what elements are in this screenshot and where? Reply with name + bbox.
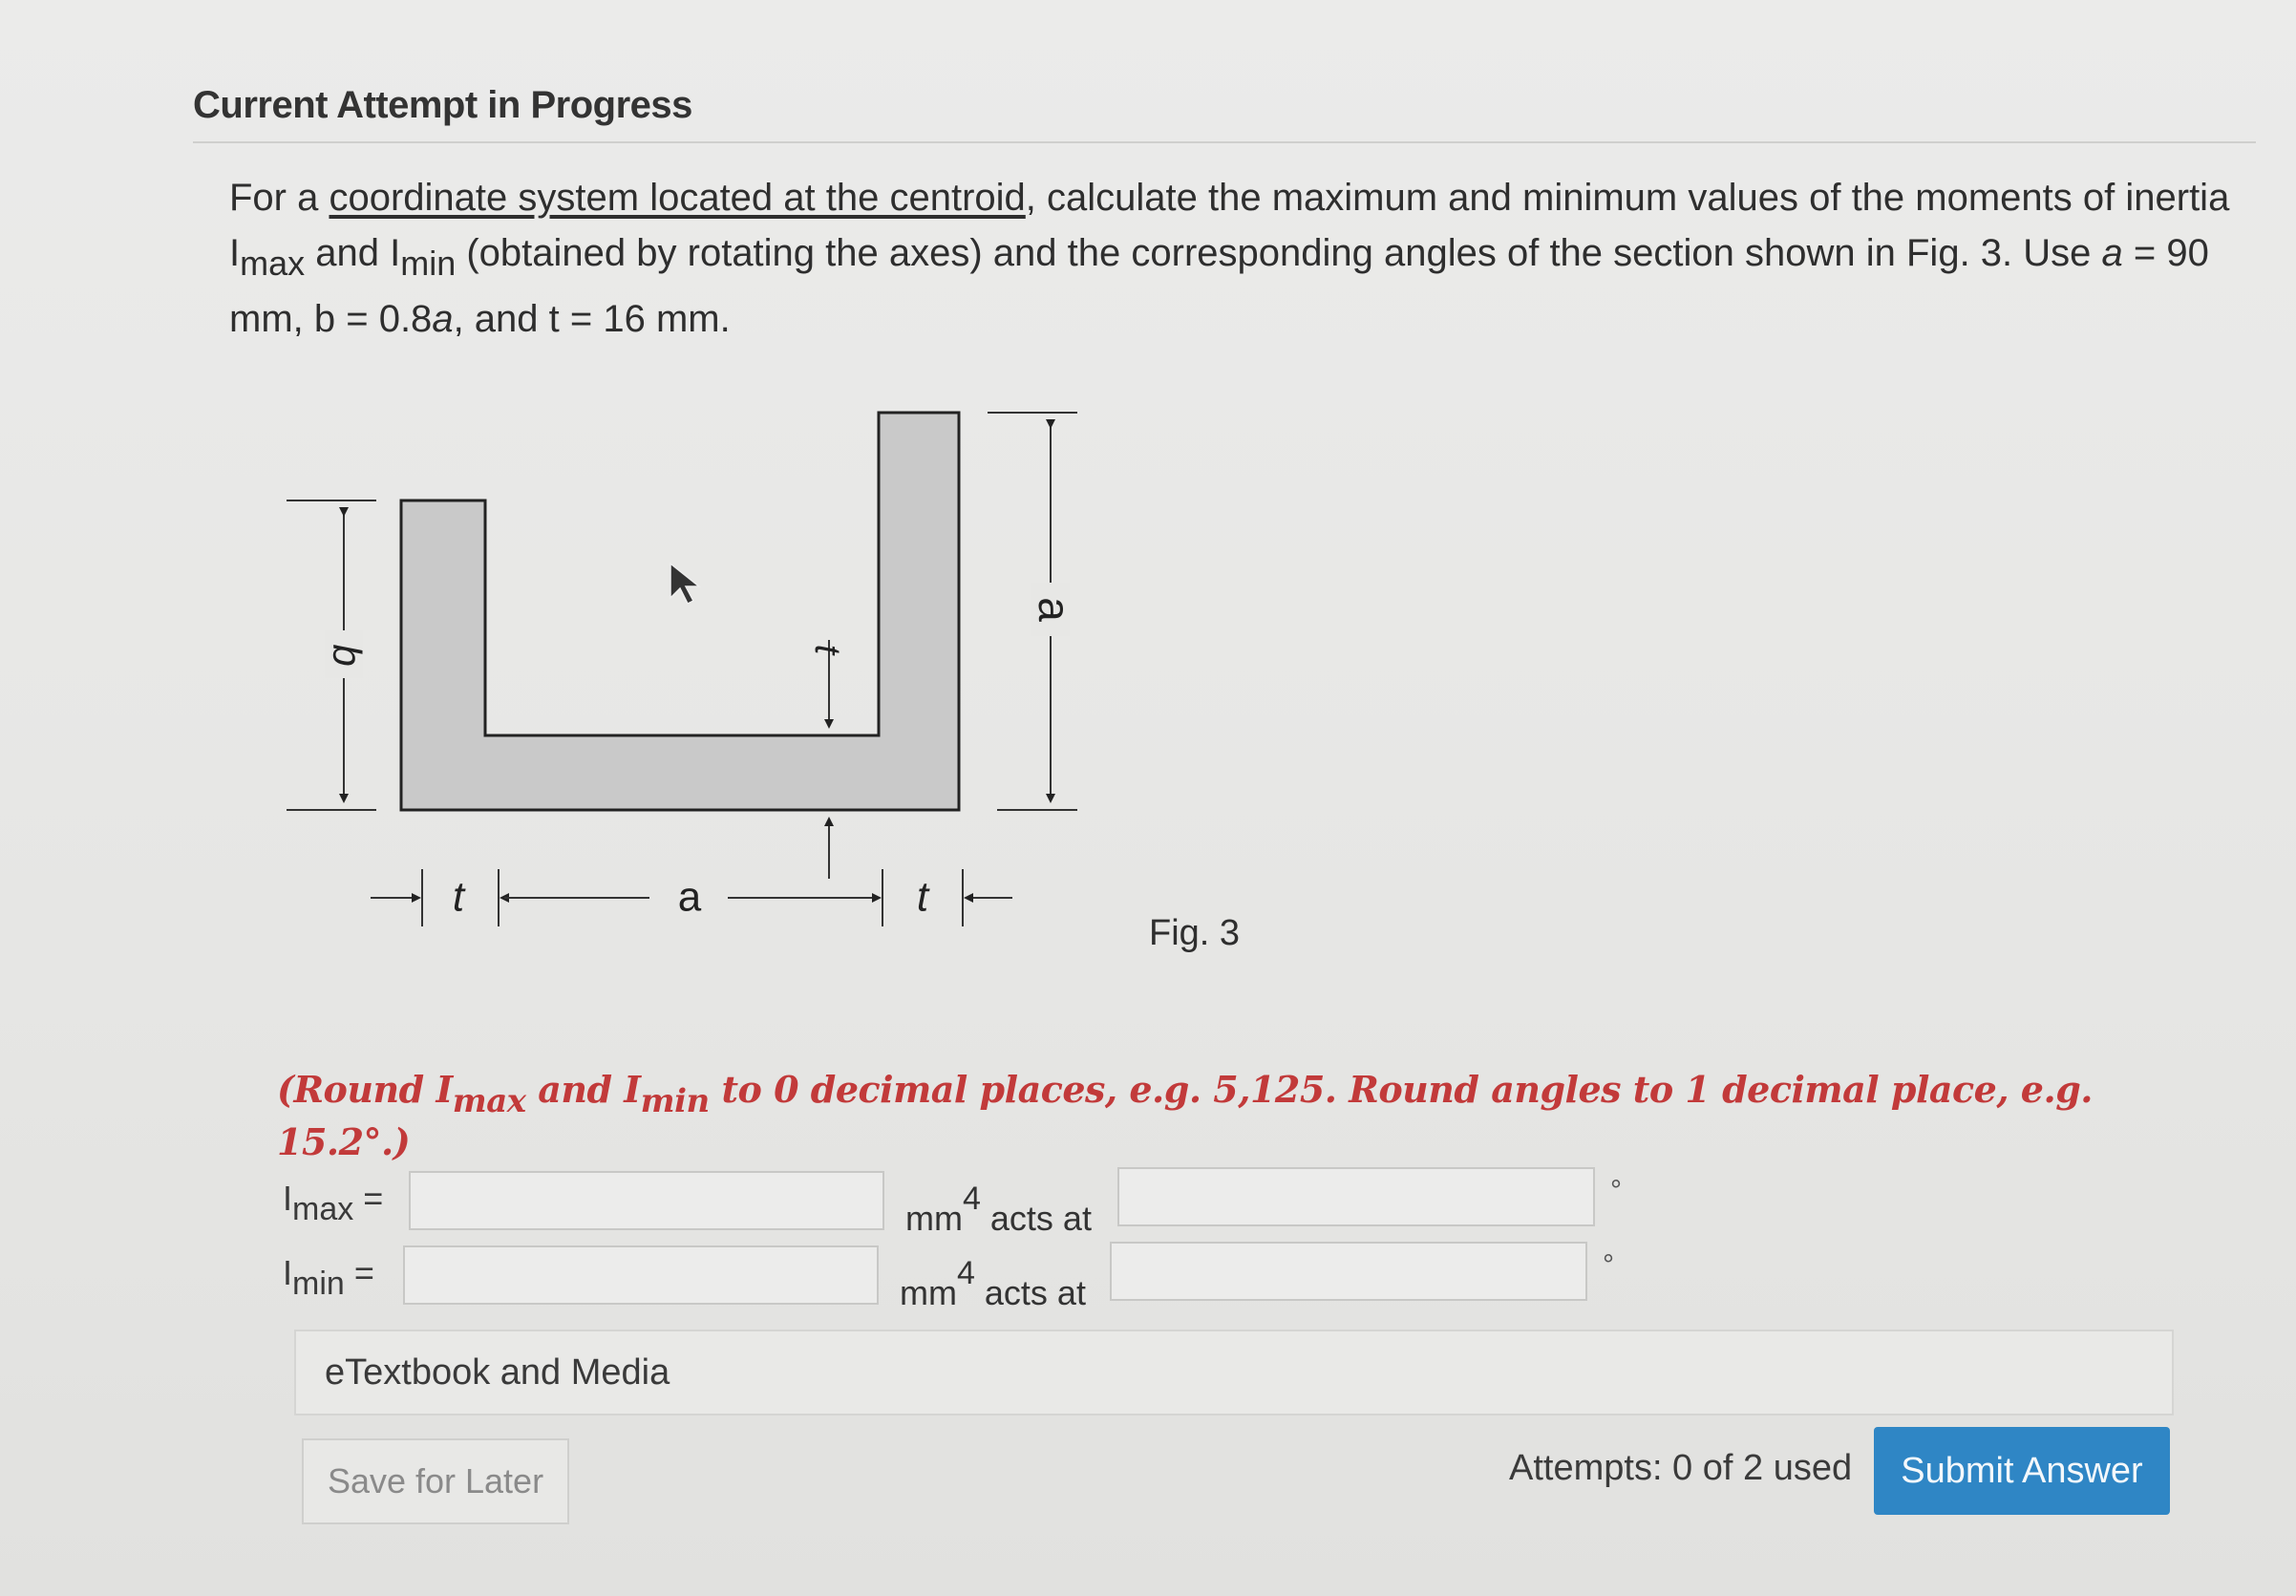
imax-unit: $mm^4$ acts at <box>905 1181 1092 1238</box>
imin-value-input[interactable] <box>403 1245 879 1305</box>
imin-degree-symbol: ° <box>1603 1249 1614 1281</box>
imax-answer-row <box>283 1171 1639 1238</box>
save-for-later-button[interactable]: Save for Later <box>302 1438 569 1524</box>
imax-symbol: $I_{max}$ <box>229 232 306 283</box>
attempts-counter: Attempts: 0 of 2 used <box>1509 1448 1853 1488</box>
question-part2: , calculate the maximum and minimum values of the moments of inertia <box>1025 177 2230 219</box>
imin-answer-row <box>283 1245 1639 1312</box>
figure-caption: Fig. 3 <box>1149 913 1241 953</box>
centroid-link[interactable]: coordinate system located at the centroid <box>329 177 1026 219</box>
question-text <box>229 170 2235 347</box>
question-and: and <box>305 232 391 274</box>
header-divider <box>193 141 2256 143</box>
dim-label-b: b <box>324 644 370 667</box>
rounding-instructions: (Round $I_{max}$ and $I_{min}$ to 0 decimal places, e.g. 5,125. Round angles to 1 decimal place, e.g. 15.2°.) <box>277 1068 2093 1163</box>
imax-label: $I_{max}$ = <box>283 1179 384 1227</box>
imin-angle-input[interactable] <box>1110 1242 1587 1301</box>
imax-value-input[interactable] <box>409 1171 884 1230</box>
imax-degree-symbol: ° <box>1610 1175 1622 1206</box>
dim-label-a-horizontal: a <box>677 873 702 921</box>
imin-unit: $mm^4$ acts at <box>900 1255 1086 1312</box>
imax-angle-input[interactable] <box>1117 1167 1595 1226</box>
question-part3: (obtained by rotating the axes) and the corresponding angles of the section shown in Fig. 3. Use <box>456 232 2102 274</box>
page-title: Current Attempt in Progress <box>193 84 692 126</box>
a-symbol-2: a <box>432 298 454 340</box>
question-part4: = 90 mm, b = 0.8 <box>229 232 2209 340</box>
dim-label-t-inner: t <box>806 644 847 655</box>
dim-label-a-vertical: a <box>1029 597 1079 622</box>
channel-section-drawing <box>258 392 1117 965</box>
section-figure <box>258 392 1117 965</box>
question-part5: , and t = 16 mm. <box>453 298 731 340</box>
etextbook-and-media-panel[interactable]: eTextbook and Media <box>294 1330 2174 1415</box>
channel-shape <box>401 413 959 810</box>
mouse-cursor-icon <box>670 564 699 604</box>
imin-label: $I_{min}$ = <box>283 1253 374 1302</box>
imin-symbol: $I_{min}$ <box>390 232 457 283</box>
submit-answer-button[interactable]: Submit Answer <box>1874 1427 2170 1515</box>
dim-label-t-right: t <box>916 873 929 921</box>
question-part1: For a <box>229 177 330 219</box>
a-symbol: a <box>2101 232 2123 274</box>
dim-label-t-left: t <box>452 873 465 921</box>
